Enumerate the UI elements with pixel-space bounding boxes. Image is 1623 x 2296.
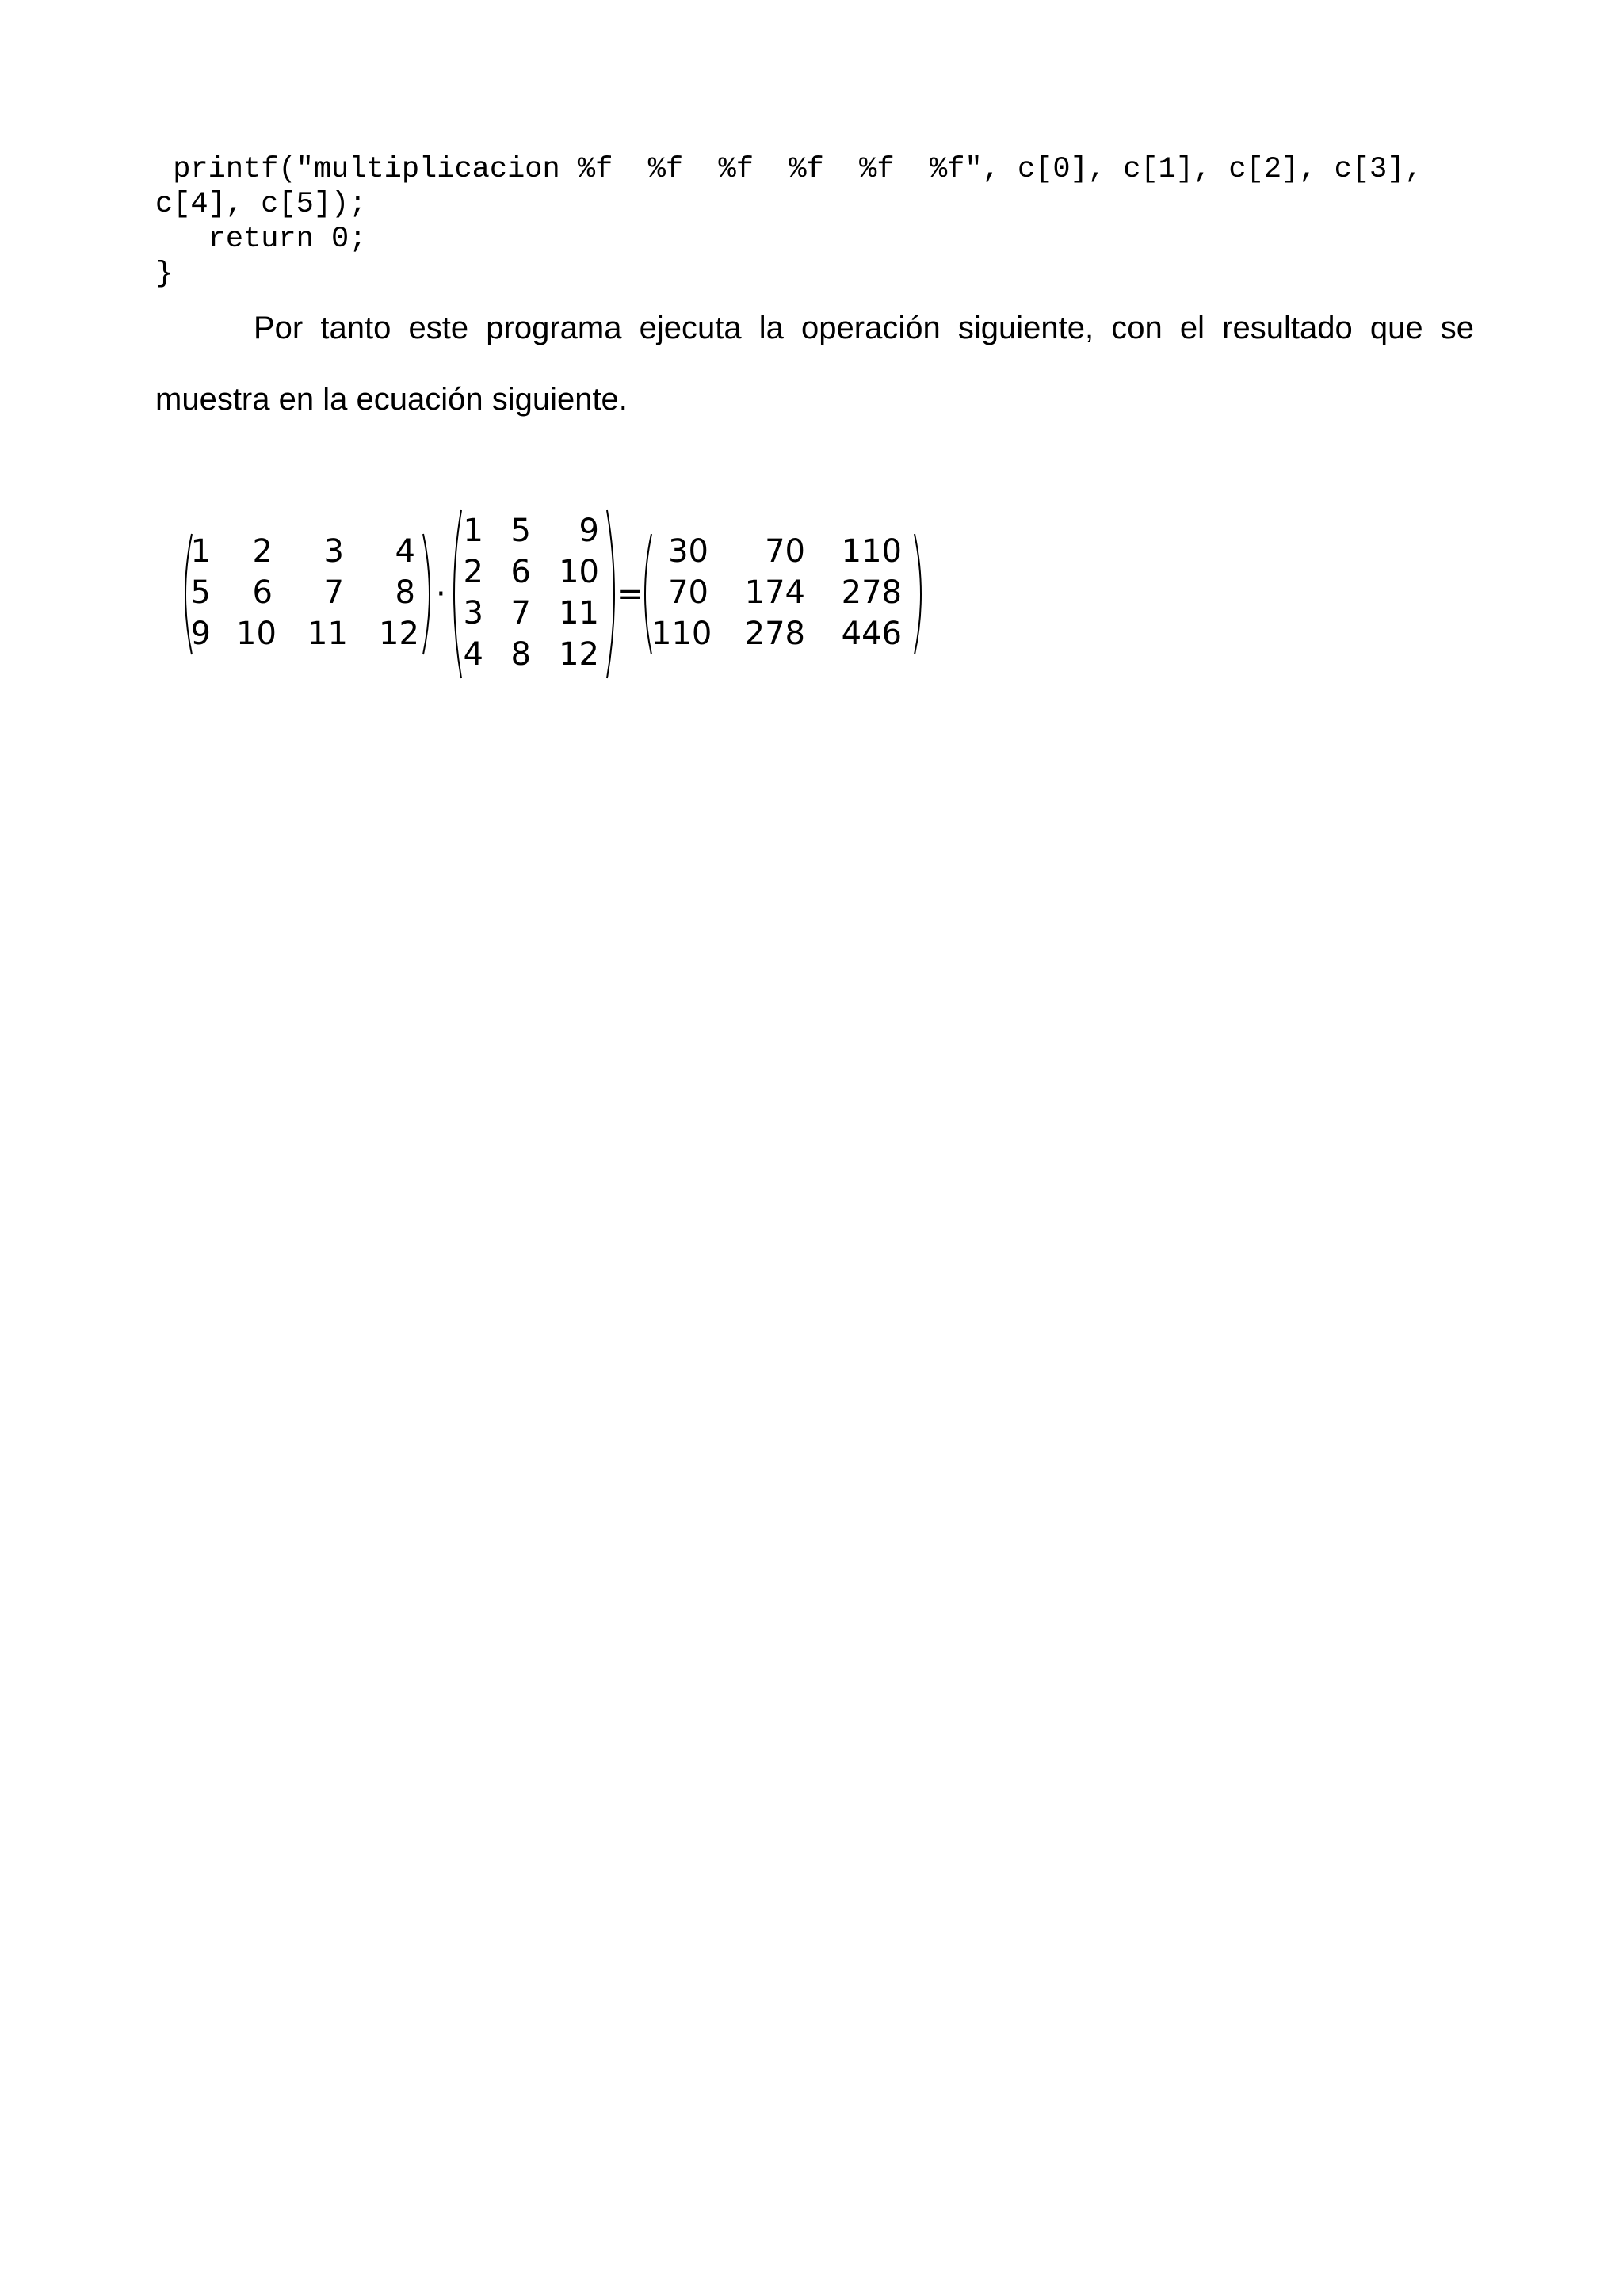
matrix-result <box>640 531 926 658</box>
matrix-a-cell: 2 <box>252 533 273 570</box>
matrix-b-cell: 7 <box>510 595 531 631</box>
dot-operator: · <box>436 576 446 612</box>
code-line: return 0; <box>155 223 367 256</box>
matrix-a-cell: 8 <box>395 574 415 611</box>
paragraph-line-2: muestra en la ecuación siguiente. <box>155 382 628 417</box>
matrix-result-cell: 174 <box>744 574 805 611</box>
matrix-result-cell: 446 <box>841 616 902 652</box>
matrix-b-cell: 8 <box>510 636 531 673</box>
matrix-b-cell: 10 <box>559 554 599 590</box>
matrix-a-cell: 1 <box>190 533 211 570</box>
matrix-b-cell: 6 <box>510 554 531 590</box>
matrix-b-cell: 9 <box>579 513 599 549</box>
code-block <box>155 152 1487 292</box>
matrix-result-cell: 70 <box>668 574 708 611</box>
matrix-result-cell: 278 <box>744 616 805 652</box>
matrix-b-cell: 11 <box>559 595 599 631</box>
paragraph-line-1: Por tanto este programa ejecuta la operación siguiente, con el resultado que se <box>254 311 1474 345</box>
matrix-a-cell: 3 <box>323 533 344 570</box>
matrix-a-cell: 11 <box>307 616 348 652</box>
code-line: c[4], c[5]); <box>155 188 367 221</box>
matrix-a-cell: 6 <box>252 574 273 611</box>
matrix-b-cell: 5 <box>510 513 531 549</box>
matrix-a-cell: 7 <box>323 574 344 611</box>
code-line: printf("multiplicacion %f %f %f %f %f %f", c[0], c[1], c[2], c[3], <box>155 153 1423 186</box>
matrix-result-cell: 70 <box>765 533 805 570</box>
matrix-a-cell: 10 <box>236 616 277 652</box>
matrix-result-cell: 110 <box>841 533 902 570</box>
matrix-b-cell: 4 <box>463 636 483 673</box>
matrix-b-cell: 1 <box>463 513 483 549</box>
code-line: } <box>155 257 174 291</box>
matrix-b <box>450 507 618 681</box>
matrix-result-cell: 278 <box>841 574 902 611</box>
equals-operator: = <box>617 576 643 612</box>
matrix-a-cell: 5 <box>190 574 211 611</box>
matrix-b-cell: 12 <box>559 636 599 673</box>
matrix-a-cell: 4 <box>395 533 415 570</box>
matrix-result-cell: 110 <box>651 616 712 652</box>
matrix-a-cell: 12 <box>379 616 419 652</box>
matrix-b-cell: 2 <box>463 554 483 590</box>
matrix-a <box>181 531 434 658</box>
matrix-a-cell: 9 <box>190 616 211 652</box>
matrix-result-cell: 30 <box>668 533 708 570</box>
matrix-equation <box>181 507 941 681</box>
matrix-b-cell: 3 <box>463 595 483 631</box>
